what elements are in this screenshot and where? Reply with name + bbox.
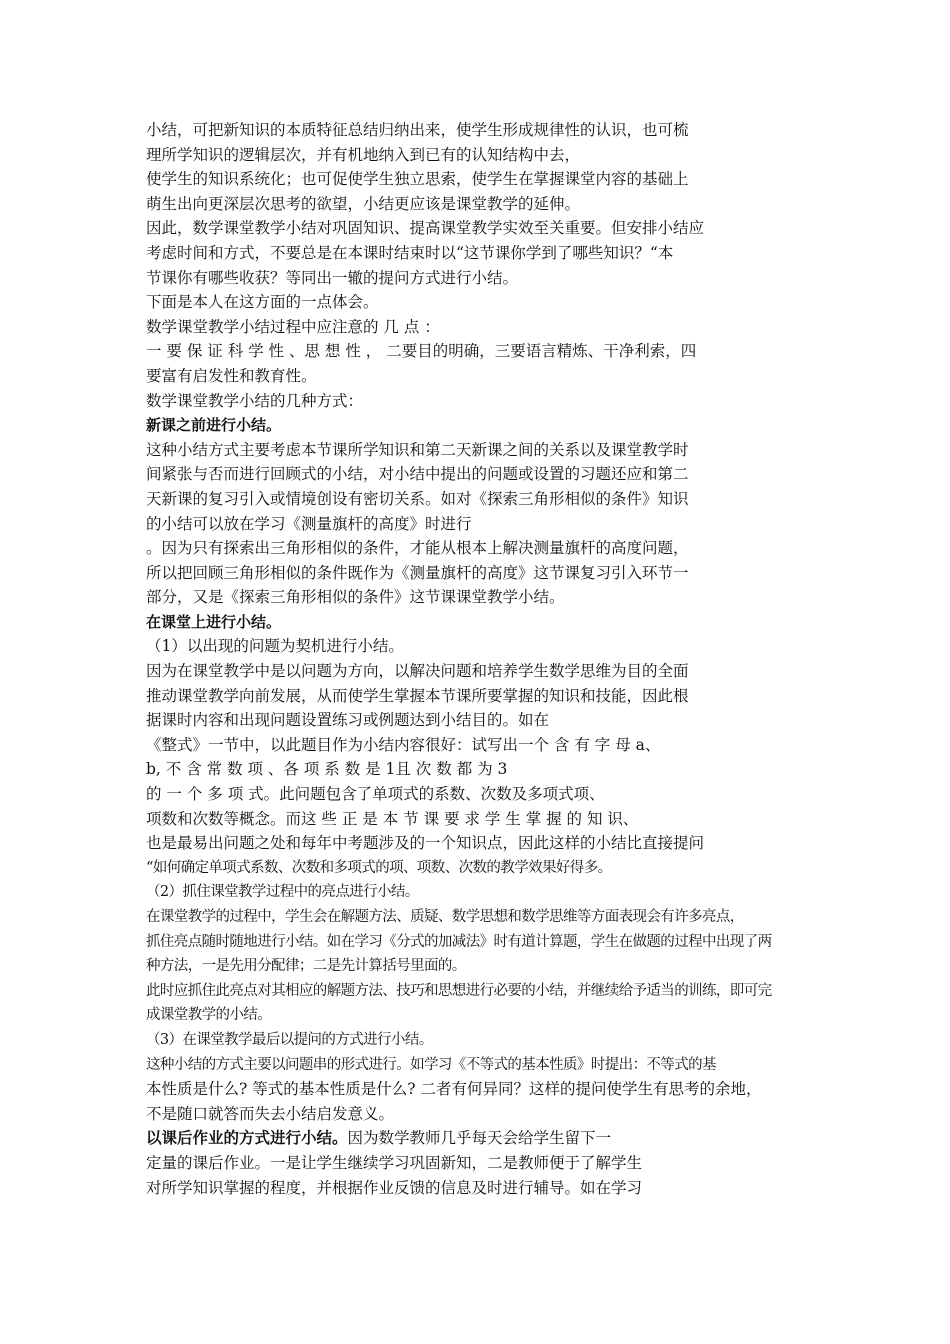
subheading-line: （3）在课堂教学最后以提问的方式进行小结。: [146, 1031, 433, 1048]
text-line: 部分，又是《探索三角形相似的条件》这节课课堂教学小结。: [146, 588, 565, 607]
text-line: 理所学知识的逻辑层次，并有机地纳入到已有的认知结构中去，: [146, 145, 581, 164]
text-line: 下面是本人在这方面的一点体会。: [146, 293, 379, 312]
section-heading: 在课堂上进行小结。: [146, 612, 282, 631]
text-line: 使学生的知识系统化；也可促使学生独立思索，使学生在掌握课堂内容的基础上: [146, 170, 689, 189]
text-line: 成课堂教学的小结。: [146, 1007, 272, 1024]
document-body: [146, 118, 818, 1200]
text-line: 也是最易出问题之处和每年中考题涉及的一个知识点，因此这样的小结比直接提问: [146, 834, 705, 853]
text-line: 以课后作业的方式进行小结。因为数学教师几乎每天会给学生留下一: [146, 1129, 612, 1148]
text-line: 的 一 个 多 项 式。此问题包含了单项式的系数、次数及多项式项、: [146, 785, 605, 804]
text-line: 考虑时间和方式，不要总是在本课时结束时以“这节课你学到了哪些知识？“本: [146, 243, 674, 262]
text-line: 项数和次数等概念。而这 些 正 是 本 节 课 要 求 学 生 掌 握 的 知 识、: [146, 809, 639, 828]
text-line: 推动课堂教学向前发展，从而使学生掌握本节课所要掌握的知识和技能，因此根: [146, 686, 689, 705]
text-line: 小结，可把新知识的本质特征总结归纳出来，使学生形成规律性的认识，也可梳: [146, 121, 689, 139]
text-line: 要富有启发性和教育性。: [146, 366, 317, 385]
text-line: 数学课堂教学小结的几种方式：: [146, 391, 364, 410]
text-line: 对所学知识掌握的程度，并根据作业反馈的信息及时进行辅导。如在学习: [146, 1178, 643, 1197]
section-heading: 新课之前进行小结。: [146, 416, 282, 435]
text-line: 抓住亮点随时随地进行小结。如在学习《分式的加减法》时有道计算题，学生在做题的过程中出现了两: [146, 933, 772, 950]
text-line: 。因为只有探索出三角形相似的条件，才能从根本上解决测量旗杆的高度问题，: [146, 539, 689, 558]
text-line: 这种小结的方式主要以问题串的形式进行。如学习《不等式的基本性质》时提出：不等式的基: [146, 1056, 716, 1073]
text-line: 数学课堂教学小结过程中应注意的 几 点 ：: [146, 317, 440, 336]
text-line: 此时应抓住此亮点对其相应的解题方法、技巧和思想进行必要的小结，并继续给予适当的训练，即可完: [146, 982, 772, 999]
text-line: 这种小结方式主要考虑本节课所学知识和第二天新课之间的关系以及课堂教学时: [146, 440, 689, 459]
subheading-line: （2）抓住课堂教学过程中的亮点进行小结。: [146, 884, 419, 901]
text-line: 因此，数学课堂教学小结对巩固知识、提高课堂教学实效至关重要。但安排小结应: [146, 219, 705, 238]
text-line: 因为在课堂教学中是以问题为方向，以解决问题和培养学生数学思维为目的全面: [146, 662, 689, 681]
section-heading-inline: 以课后作业的方式进行小结。: [146, 1129, 348, 1148]
text-line: 的小结可以放在学习《测量旗杆的高度》时进行: [146, 514, 472, 533]
text-line: 种方法，一是先用分配律；二是先计算括号里面的。: [146, 958, 466, 975]
text-line: b, 不 含 常 数 项 、各 项 系 数 是 1且 次 数 都 为 3: [146, 760, 508, 779]
text-line: 所以把回顾三角形相似的条件既作为《测量旗杆的高度》这节课复习引入环节一: [146, 563, 689, 582]
text-line: 萌生出向更深层次思考的欲望，小结更应该是课堂教学的延伸。: [146, 194, 581, 213]
subheading-line: （1）以出现的问题为契机进行小结。: [146, 637, 404, 656]
text-line: 据课时内容和出现问题设置练习或例题达到小结目的。如在: [146, 711, 550, 730]
text-line: 本性质是什么? 等式的基本性质是什么? 二者有何异同？这样的提问使学生有思考的余地，: [146, 1080, 762, 1099]
text-line: 不是随口就答而失去小结启发意义。: [146, 1104, 395, 1123]
text-line: 一 要 保 证 科 学 性 、思 想 性 ， 二要目的明确，三要语言精炼、干净利索，四: [146, 342, 697, 361]
text-line: 《整式》一节中，以此题目作为小结内容很好：试写出一个 含 有 字 母 a、: [146, 735, 661, 754]
text-line: “如何确定单项式系数、次数和多项式的项、项数、次数的教学效果好得多。: [146, 859, 612, 876]
text-line: 节课你有哪些收获？等同出一辙的提问方式进行小结。: [146, 268, 519, 287]
text-line: 定量的课后作业。一是让学生继续学习巩固新知，二是教师便于了解学生: [146, 1153, 643, 1172]
text-line: 间紧张与否而进行回顾式的小结，对小结中提出的问题或设置的习题还应和第二: [146, 465, 689, 484]
text-line: 在课堂教学的过程中，学生会在解题方法、质疑、数学思想和数学思维等方面表现会有许多亮点，: [146, 909, 744, 925]
text-line: 天新课的复习引入或情境创设有密切关系。如对《探索三角形相似的条件》知识: [146, 489, 689, 508]
